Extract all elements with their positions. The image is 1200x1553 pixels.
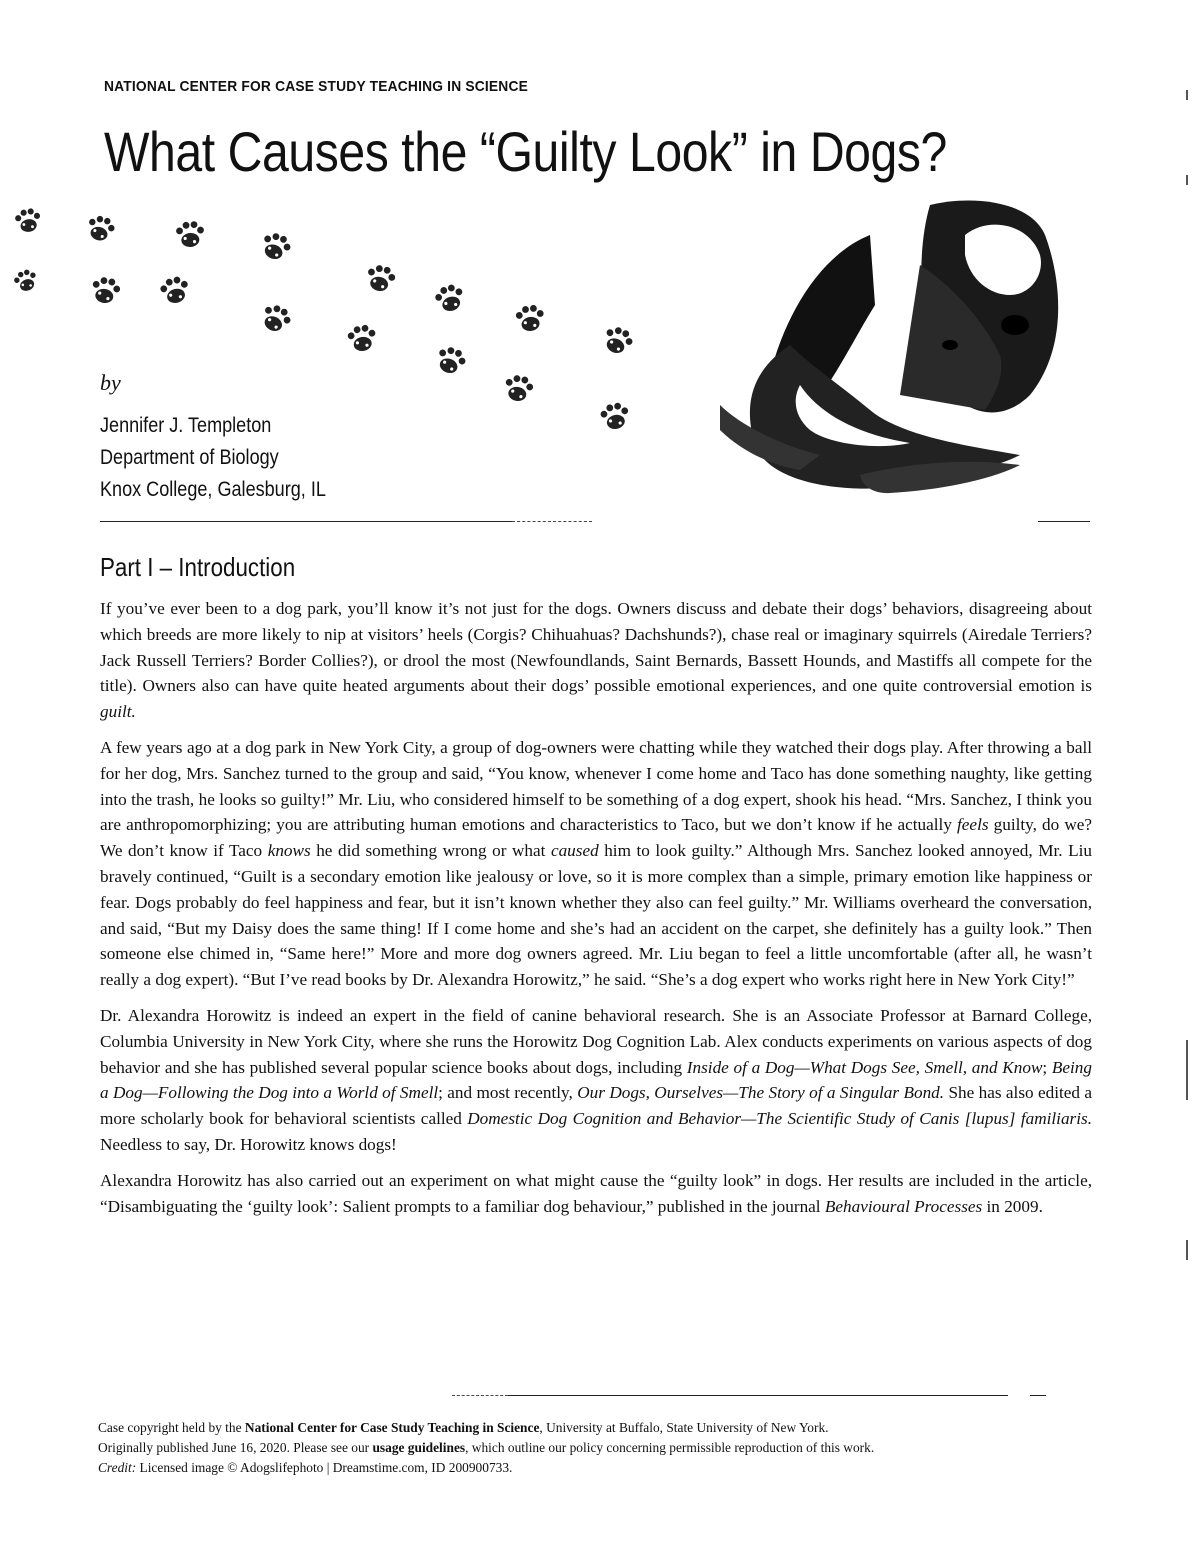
book-title: Our Dogs, Ourselves—The Story of a Singular Bond.	[577, 1083, 945, 1103]
footer-publication: Originally published June 16, 2020. Please see our usage guidelines, which outline our policy concerning permissible reproduction of this work.	[98, 1440, 875, 1455]
journal-title: Behavioural Processes	[824, 1196, 983, 1216]
section-heading: Part I – Introduction	[100, 552, 296, 582]
book-title: Inside of a Dog—What Dogs See, Smell, and Know	[686, 1057, 1043, 1077]
body-text	[100, 596, 1092, 1229]
emphasis: guilt.	[100, 702, 136, 722]
author-name: Jennifer J. Templeton	[100, 414, 272, 437]
organization-label: NATIONAL CENTER FOR CASE STUDY TEACHING IN SCIENCE	[104, 78, 529, 95]
edge-mark	[1186, 175, 1188, 185]
usage-guidelines-link[interactable]: usage guidelines	[372, 1440, 466, 1455]
paragraph: Dr. Alexandra Horowitz is indeed an expert in the field of canine behavioral research. She is an Associate Professor at Barnard College, Columbia University in New York City, where she runs the Horowitz Dog Cognition Lab. Alex conducts experiments on various aspects of dog behavior and she has published several popular science books about dogs, including Inside of a Dog—What Dogs See, Smell, and Know; Being a Dog—Following the Dog into a World of Smell; and most recently, Our Dogs, Ourselves—The Story of a Singular Bond. She has also edited a more scholarly book for behavioral scientists called Domestic Dog Cognition and Behavior—The Scientific Study of Canis [lupus] familiaris. Needless to say, Dr. Horowitz knows dogs!	[100, 1005, 1093, 1154]
footer	[98, 1418, 1098, 1478]
emphasis: knows	[267, 841, 311, 861]
emphasis: feels	[957, 815, 989, 835]
edge-mark	[1186, 90, 1188, 100]
page-title: What Causes the “Guilty Look” in Dogs?	[104, 120, 947, 183]
by-label: by	[100, 370, 121, 395]
edge-mark	[1186, 1240, 1188, 1260]
divider-bottom	[508, 1395, 1008, 1396]
edge-mark	[1186, 1040, 1188, 1100]
divider-top-dashed	[512, 521, 592, 523]
footer-copyright: Case copyright held by the National Center for Case Study Teaching in Science, University at Buffalo, State University of New York.	[98, 1420, 829, 1435]
divider-bottom-right	[1030, 1395, 1046, 1396]
emphasis: caused	[550, 841, 599, 861]
book-title: Being a Dog—Following the Dog into a World of Smell	[100, 1057, 1092, 1103]
paragraph: If you’ve ever been to a dog park, you’ll know it’s not just for the dogs. Owners discuss and debate their dogs’ behaviors, disagreeing about which breeds are more likely to nip at visitors’ heels (Corgis? Chihuahuas? Dachshunds?), chase real or imaginary squirrels (Airedale Terriers? Jack Russell Terriers? Border Collies?), or drool the most (Newfoundlands, Saint Bernards, Bassett Hounds, and Mastiffs all compete for the title). Owners also can have quite heated arguments about their dogs’ possible emotional experiences, and one quite controversial emotion is guilt.	[100, 599, 1092, 722]
basset-hound-illustration	[700, 195, 1100, 515]
byline	[100, 370, 363, 506]
paragraph: A few years ago at a dog park in New York City, a group of dog-owners were chatting while they watched their dogs play. After throwing a ball for her dog, Mrs. Sanchez turned to the group and said, “You know, whenever I come home and Taco has done something naughty, like getting into the trash, he looks so guilty!” Mr. Liu, who considered himself to be something of a dog expert, shook his head. “Mrs. Sanchez, I think you are anthropomorphizing; you are attributing human emotions and characteristics to Taco, but we don’t know if he actually feels guilty, do we? We don’t know if Taco knows he did something wrong or what caused him to look guilty.” Although Mrs. Sanchez looked annoyed, Mr. Liu bravely continued, “Guilt is a secondary emotion like jealousy or love, so it is more complex than a simple, primary emotion like happiness or fear. Dogs probably do feel happiness and fear, but it isn’t known whether they also can feel guilty.” Mr. Williams overheard the conversation, and said, “But my Daisy does the same thing! If I come home and she’s had an accident on the carpet, she definitely has a guilty look.” Then someone else chimed in, “Same here!” More and more dog owners agreed. Mr. Liu began to feel a little uncomfortable (after all, he wasn’t really a dog expert). “But I’ve read books by Dr. Alexandra Horowitz,” he said. “She’s a dog expert who works right here in New York City!”	[100, 737, 1092, 990]
book-title: Domestic Dog Cognition and Behavior—The Scientific Study of Canis [lupus] familiaris.	[467, 1109, 1092, 1129]
basset-hound-icon	[720, 200, 1058, 493]
footer-credit: Credit: Licensed image © Adogslifephoto | Dreamstime.com, ID 200900733.	[98, 1460, 513, 1475]
author-institution: Knox College, Galesburg, IL	[100, 478, 326, 501]
divider-bottom-dashed	[452, 1395, 508, 1397]
divider-top-right	[1038, 521, 1090, 522]
paragraph: Alexandra Horowitz has also carried out an experiment on what might cause the “guilty look” in dogs. Her results are included in the article, “Disambiguating the ‘guilty look’: Salient prompts to a familiar dog behaviour,” published in the journal Behavioural Processes in 2009.	[100, 1170, 1092, 1216]
author-department: Department of Biology	[100, 446, 279, 469]
divider-top	[100, 521, 512, 522]
